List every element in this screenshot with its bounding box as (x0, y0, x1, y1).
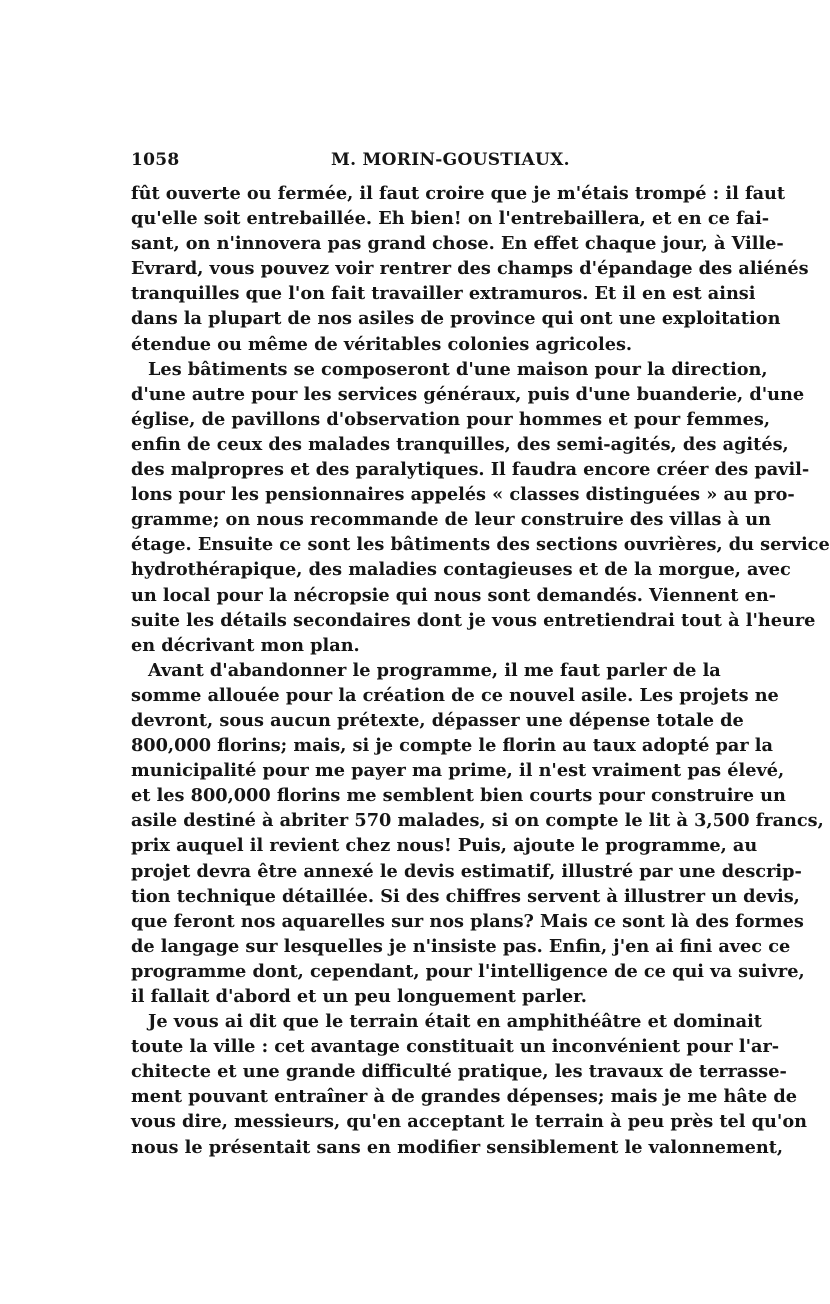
text-line: nous le présentait sans en modifier sensiblement le valonnement, (131, 1136, 784, 1158)
running-head (131, 150, 671, 178)
text-line: d'une autre pour les services généraux, puis d'une buanderie, d'une (131, 383, 805, 405)
text-line: programme dont, cependant, pour l'intelligence de ce qui va suivre, (131, 960, 805, 982)
text-line: qu'elle soit entrebaillée. Eh bien! on l'entrebaillera, et en ce fai- (131, 208, 770, 230)
text-line: en décrivant mon plan. (131, 634, 360, 656)
text-line: projet devra être annexé le devis estimatif, illustré par une descrip- (131, 860, 802, 882)
text-line: il fallait d'abord et un peu longuement parler. (131, 986, 587, 1007)
text-line: Avant d'abandonner le programme, il me faut parler de la (148, 659, 721, 681)
text-line: église, de pavillons d'observation pour hommes et pour femmes, (131, 408, 771, 430)
text-line: suite les détails secondaires dont je vous entretiendrai tout à l'heure (131, 609, 816, 631)
text-line: que feront nos aquarelles sur nos plans? Mais ce sont là des formes (131, 910, 804, 932)
body-text (131, 181, 830, 1160)
text-line: prix auquel il revient chez nous! Puis, ajoute le programme, au (131, 835, 758, 857)
text-line: toute la ville : cet avantage constituait un inconvénient pour l'ar- (131, 1036, 780, 1058)
running-title: M. MORIN-GOUSTIAUX. (331, 150, 570, 170)
text-line: de langage sur lesquelles je n'insiste pas. Enfin, j'en ai fini avec ce (131, 935, 791, 957)
text-line: lons pour les pensionnaires appelés « classes distinguées » au pro- (131, 484, 795, 506)
text-line: Les bâtiments se composeront d'une maison pour la direction, (148, 358, 768, 380)
text-line: et les 800,000 florins me semblent bien courts pour construire un (131, 785, 786, 807)
text-line: enfin de ceux des malades tranquilles, des semi-agités, des agités, (131, 433, 789, 455)
text-line: tranquilles que l'on fait travailler extramuros. Et il en est ainsi (131, 283, 756, 305)
text-line: asile destiné à abriter 570 malades, si on compte le lit à 3,500 francs, (131, 810, 824, 832)
text-line: des malpropres et des paralytiques. Il faudra encore créer des pavil- (131, 459, 810, 481)
text-line: Evrard, vous pouvez voir rentrer des champs d'épandage des aliénés (131, 258, 809, 280)
text-line: fût ouverte ou fermée, il faut croire que je m'étais trompé : il faut (131, 183, 786, 204)
text-line: vous dire, messieurs, qu'en acceptant le terrain à peu près tel qu'on (131, 1111, 807, 1133)
text-line: 800,000 florins; mais, si je compte le florin au taux adopté par la (131, 735, 773, 757)
text-line: municipalité pour me payer ma prime, il n'est vraiment pas élevé, (131, 760, 785, 782)
text-line: sant, on n'innovera pas grand chose. En effet chaque jour, à Ville- (131, 233, 784, 255)
page-number: 1058 (131, 150, 180, 170)
text-line: étage. Ensuite ce sont les bâtiments des sections ouvrières, du service (131, 534, 830, 556)
text-line: devront, sous aucun prétexte, dépasser une dépense totale de (131, 709, 744, 731)
text-line: dans la plupart de nos asiles de province qui ont une exploitation (131, 308, 781, 330)
text-line: gramme; on nous recommande de leur construire des villas à un (131, 509, 771, 531)
text-line: un local pour la nécropsie qui nous sont demandés. Viennent en- (131, 584, 777, 606)
text-line: étendue ou même de véritables colonies agricoles. (131, 333, 633, 355)
text-line: chitecte et une grande difficulté pratique, les travaux de terrasse- (131, 1061, 787, 1083)
text-line: somme allouée pour la création de ce nouvel asile. Les projets ne (131, 684, 779, 706)
text-line: tion technique détaillée. Si des chiffres servent à illustrer un devis, (131, 885, 800, 907)
text-line: Je vous ai dit que le terrain était en amphithéâtre et dominait (148, 1011, 762, 1033)
text-line: ment pouvant entraîner à de grandes dépenses; mais je me hâte de (131, 1086, 798, 1108)
text-line: hydrothérapique, des maladies contagieuses et de la morgue, avec (131, 559, 791, 581)
